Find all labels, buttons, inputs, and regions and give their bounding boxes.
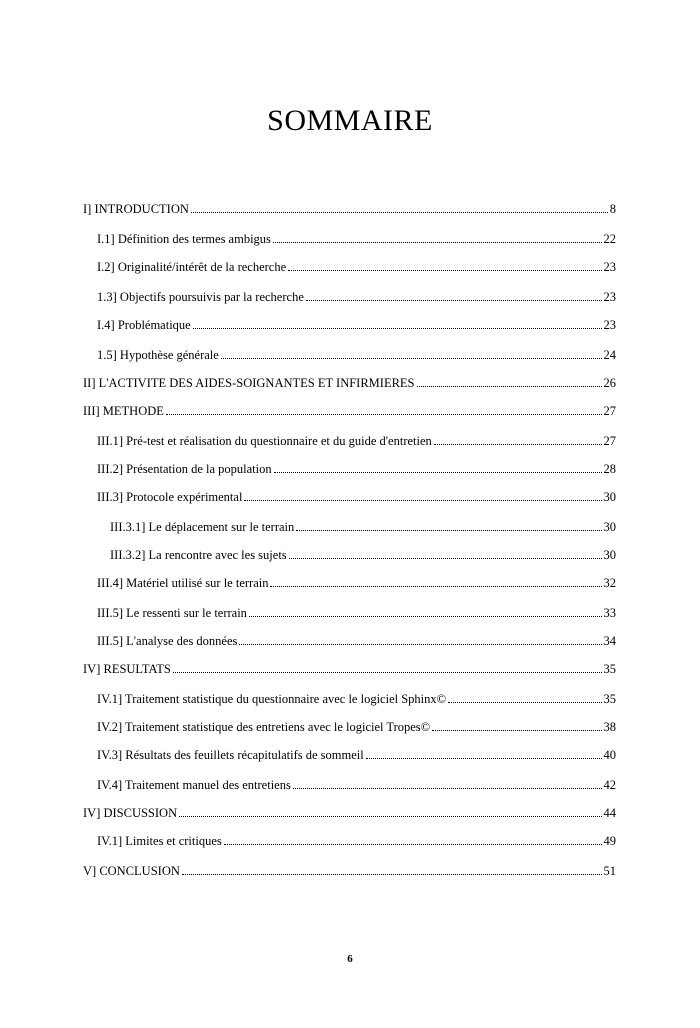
page-title: SOMMAIRE	[267, 104, 433, 137]
toc-entry-page: 8	[609, 202, 616, 216]
toc-entry-page: 51	[603, 864, 616, 878]
dot-leader	[306, 289, 602, 301]
dot-leader	[417, 375, 602, 387]
toc-entry-label: I.4] Problématique	[97, 318, 191, 332]
toc-entry-analyse[interactable]	[97, 632, 616, 650]
toc-entry-label: III.5] L'analyse des données	[97, 634, 238, 648]
toc-entry-traitement-manuel[interactable]	[97, 776, 616, 794]
toc-entry-label: IV] DISCUSSION	[83, 806, 178, 820]
toc-entry-page: 35	[603, 662, 616, 676]
toc-entry-label: I.1] Définition des termes ambigus	[97, 232, 271, 246]
toc-entry-page: 27	[603, 434, 616, 448]
toc-entry-page: 40	[603, 748, 616, 762]
dot-leader	[448, 691, 601, 703]
toc-entry-label: IV.1] Traitement statistique du questionnaire avec le logiciel Sphinx©	[97, 692, 447, 706]
dot-leader	[182, 863, 602, 875]
toc-entry-page: 30	[603, 548, 616, 562]
toc-entry-label: 1.5] Hypothèse générale	[97, 348, 219, 362]
toc-entry-originalite[interactable]	[97, 258, 616, 276]
toc-entry-feuillets[interactable]	[97, 746, 616, 764]
dot-leader	[274, 461, 602, 473]
toc-entry-label: III.3.2] La rencontre avec les sujets	[110, 548, 287, 562]
toc-entry-label: III.4] Matériel utilisé sur le terrain	[97, 576, 269, 590]
toc-entry-methode[interactable]	[83, 402, 616, 420]
toc-entry-pretest[interactable]	[97, 432, 616, 450]
toc-entry-label: I] INTRODUCTION	[83, 202, 189, 216]
dot-leader	[173, 661, 602, 673]
dot-leader	[166, 403, 602, 415]
toc-entry-page: 30	[603, 520, 616, 534]
dot-leader	[432, 719, 601, 731]
toc-entry-label: III.3] Protocole expérimental	[97, 490, 243, 504]
toc-entry-rencontre[interactable]	[110, 546, 616, 564]
toc-entry-label: 1.3] Objectifs poursuivis par la recherche	[97, 290, 304, 304]
toc-entry-label: III.1] Pré-test et réalisation du questionnaire et du guide d'entretien	[97, 434, 432, 448]
toc-entry-label: III.3.1] Le déplacement sur le terrain	[110, 520, 295, 534]
toc-entry-label: III] METHODE	[83, 404, 164, 418]
dot-leader	[288, 259, 601, 271]
toc-entry-population[interactable]	[97, 460, 616, 478]
toc-entry-label: III.2] Présentation de la population	[97, 462, 272, 476]
dot-leader	[193, 317, 602, 329]
toc-entry-page: 30	[603, 490, 616, 504]
toc-entry-page: 32	[603, 576, 616, 590]
toc-entry-protocole[interactable]	[97, 488, 616, 506]
toc-entry-page: 28	[603, 462, 616, 476]
toc-entry-page: 24	[603, 348, 616, 362]
toc-entry-discussion[interactable]	[83, 804, 616, 822]
dot-leader	[289, 547, 602, 559]
toc-entry-resultats[interactable]	[83, 660, 616, 678]
toc-entry-label: III.5] Le ressenti sur le terrain	[97, 606, 247, 620]
toc-entry-sphinx[interactable]	[97, 690, 616, 708]
toc-entry-page: 33	[603, 606, 616, 620]
toc-entry-label: IV.1] Limites et critiques	[97, 834, 222, 848]
dot-leader	[239, 633, 601, 645]
dot-leader	[221, 347, 602, 359]
toc-entry-hypothese[interactable]	[97, 346, 616, 364]
toc-entry-page: 26	[603, 376, 616, 390]
toc-entry-label: IV.3] Résultats des feuillets récapitulatifs de sommeil	[97, 748, 364, 762]
toc-entry-definition[interactable]	[97, 230, 616, 248]
toc-entry-page: 23	[603, 260, 616, 274]
toc-entry-label: II] L'ACTIVITE DES AIDES-SOIGNANTES ET INFIRMIERES	[83, 376, 415, 390]
toc-entry-page: 38	[603, 720, 616, 734]
toc-entry-tropes[interactable]	[97, 718, 616, 736]
toc-entry-activite[interactable]	[83, 374, 616, 392]
toc-entry-page: 23	[603, 290, 616, 304]
toc-entry-limites[interactable]	[97, 832, 616, 850]
dot-leader	[273, 231, 602, 243]
dot-leader	[296, 519, 601, 531]
toc-entry-problematique[interactable]	[97, 316, 616, 334]
dot-leader	[179, 805, 601, 817]
page-number: 6	[347, 953, 353, 965]
toc-entry-page: 34	[603, 634, 616, 648]
dot-leader	[244, 489, 601, 501]
dot-leader	[191, 201, 608, 213]
toc-entry-page: 49	[603, 834, 616, 848]
toc-entry-label: V] CONCLUSION	[83, 864, 180, 878]
dot-leader	[249, 605, 602, 617]
toc-entry-materiel[interactable]	[97, 574, 616, 592]
dot-leader	[434, 433, 602, 445]
toc-entry-page: 44	[603, 806, 616, 820]
toc-entry-conclusion[interactable]	[83, 862, 616, 880]
dot-leader	[224, 833, 602, 845]
toc-entry-introduction[interactable]	[83, 200, 616, 218]
toc-entry-deplacement[interactable]	[110, 518, 616, 536]
dot-leader	[293, 777, 602, 789]
toc-entry-label: IV] RESULTATS	[83, 662, 171, 676]
toc-entry-page: 22	[603, 232, 616, 246]
toc-entry-label: IV.4] Traitement manuel des entretiens	[97, 778, 291, 792]
toc-entry-objectifs[interactable]	[97, 288, 616, 306]
toc-entry-label: IV.2] Traitement statistique des entretiens avec le logiciel Tropes©	[97, 720, 431, 734]
dot-leader	[270, 575, 601, 587]
toc-entry-page: 23	[603, 318, 616, 332]
toc-entry-page: 27	[603, 404, 616, 418]
toc-entry-page: 42	[603, 778, 616, 792]
toc-entry-ressenti[interactable]	[97, 604, 616, 622]
dot-leader	[366, 747, 602, 759]
toc-entry-page: 35	[603, 692, 616, 706]
toc-entry-label: I.2] Originalité/intérêt de la recherche	[97, 260, 287, 274]
